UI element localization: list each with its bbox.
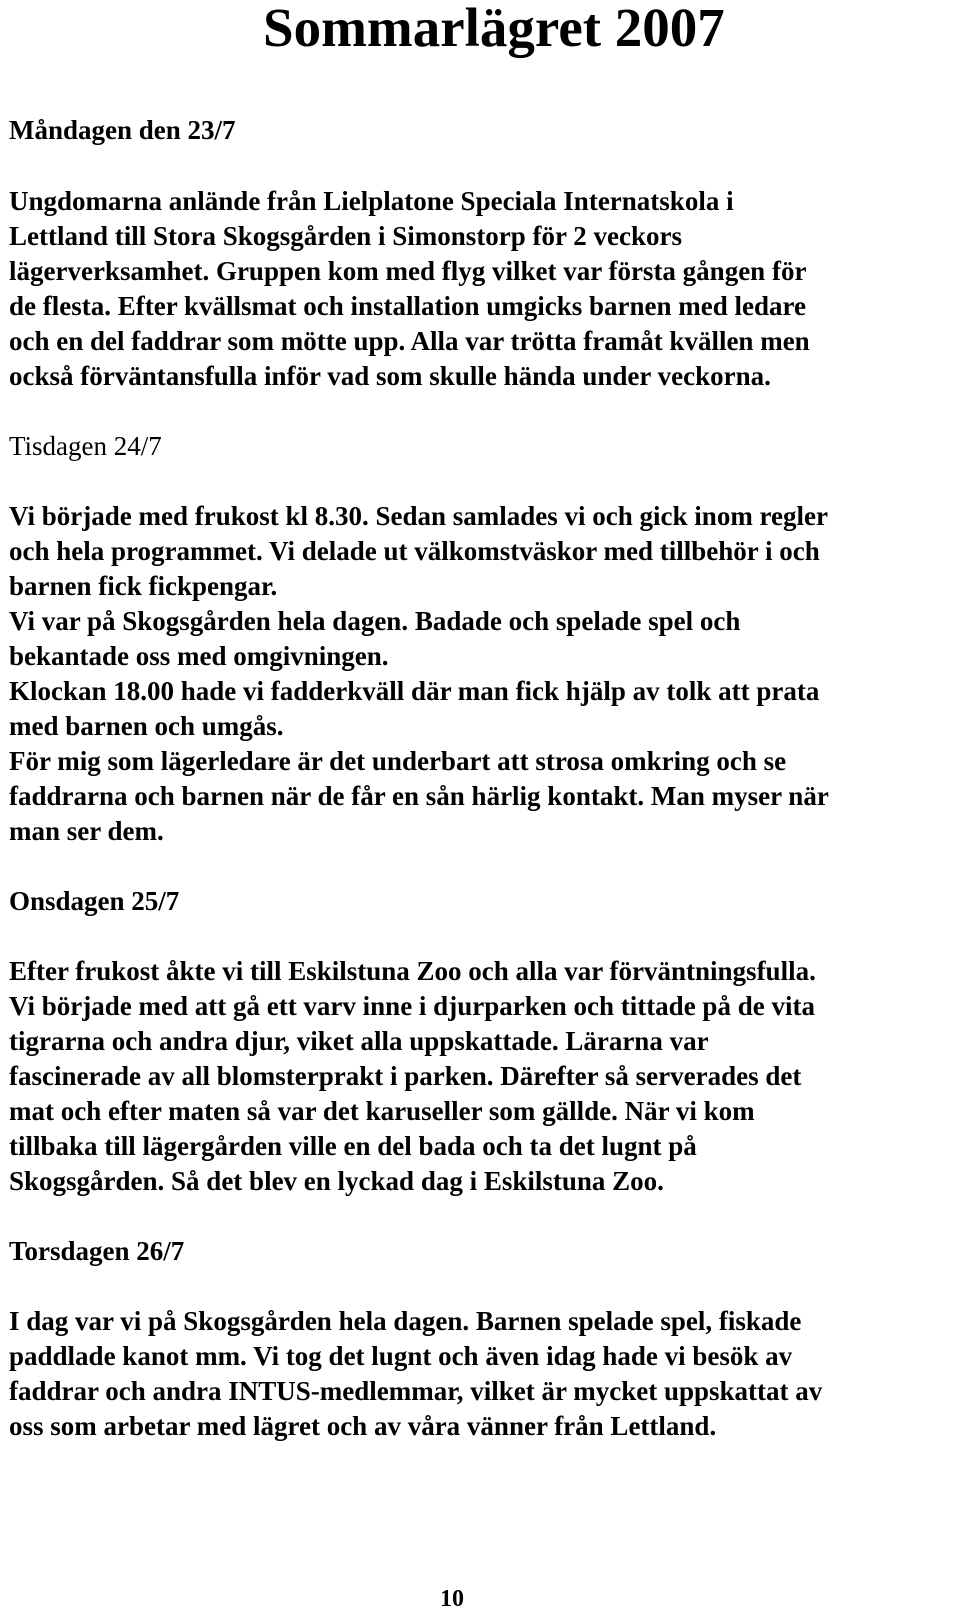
text-line: Skogsgården. Så det blev en lyckad dag i Eskilstuna Zoo. — [9, 1166, 664, 1196]
day-heading-thursday: Torsdagen 26/7 — [9, 1236, 185, 1266]
day-heading-wednesday: Onsdagen 25/7 — [9, 886, 180, 916]
page-number: 10 — [440, 1586, 464, 1612]
text-line: fascinerade av all blomsterprakt i parken. Därefter så serverades det — [9, 1061, 802, 1091]
text-line: Vi började med frukost kl 8.30. Sedan samlades vi och gick inom regler — [9, 501, 829, 531]
text-line: tigrarna och andra djur, viket alla uppskattade. Lärarna var — [9, 1026, 709, 1056]
page-title: Sommarlägret 2007 — [263, 0, 725, 58]
text-line: faddrarna och barnen när de får en sån härlig kontakt. Man myser när — [9, 781, 829, 811]
text-line: man ser dem. — [9, 816, 164, 846]
text-line: lägerverksamhet. Gruppen kom med flyg vilket var första gången för — [9, 256, 807, 286]
text-line: Vi var på Skogsgården hela dagen. Badade och spelade spel och — [9, 606, 741, 636]
text-line: också förväntansfulla inför vad som skulle hända under veckorna. — [9, 361, 771, 391]
text-line: de flesta. Efter kvällsmat och installation umgicks barnen med ledare — [9, 291, 806, 321]
text-line: barnen fick fickpengar. — [9, 571, 278, 601]
text-line: Efter frukost åkte vi till Eskilstuna Zoo och alla var förväntningsfulla. — [9, 956, 816, 986]
text-line: För mig som lägerledare är det underbart att strosa omkring och se — [9, 746, 787, 776]
text-line: Ungdomarna anlände från Lielplatone Speciala Internatskola i — [9, 186, 734, 216]
text-line: tillbaka till lägergården ville en del bada och ta det lugnt på — [9, 1131, 697, 1161]
day-heading-tuesday: Tisdagen 24/7 — [9, 431, 162, 461]
text-line: faddrar och andra INTUS-medlemmar, vilket är mycket uppskattat av — [9, 1376, 823, 1406]
text-line: Vi började med att gå ett varv inne i djurparken och tittade på de vita — [9, 991, 815, 1021]
text-line: Klockan 18.00 hade vi fadderkväll där man fick hjälp av tolk att prata — [9, 676, 820, 706]
text-line: paddlade kanot mm. Vi tog det lugnt och även idag hade vi besök av — [9, 1341, 793, 1371]
text-line: I dag var vi på Skogsgården hela dagen. Barnen spelade spel, fiskade — [9, 1306, 802, 1336]
text-line: oss som arbetar med lägret och av våra vänner från Lettland. — [9, 1411, 717, 1441]
text-line: mat och efter maten så var det karuseller som gällde. När vi kom — [9, 1096, 755, 1126]
text-line: och hela programmet. Vi delade ut välkomstväskor med tillbehör i och — [9, 536, 820, 566]
text-line: med barnen och umgås. — [9, 711, 284, 741]
text-line: och en del faddrar som mötte upp. Alla var trötta framåt kvällen men — [9, 326, 810, 356]
text-line: Lettland till Stora Skogsgården i Simonstorp för 2 veckors — [9, 221, 683, 251]
day-heading-monday: Måndagen den 23/7 — [9, 115, 236, 145]
text-line: bekantade oss med omgivningen. — [9, 641, 389, 671]
